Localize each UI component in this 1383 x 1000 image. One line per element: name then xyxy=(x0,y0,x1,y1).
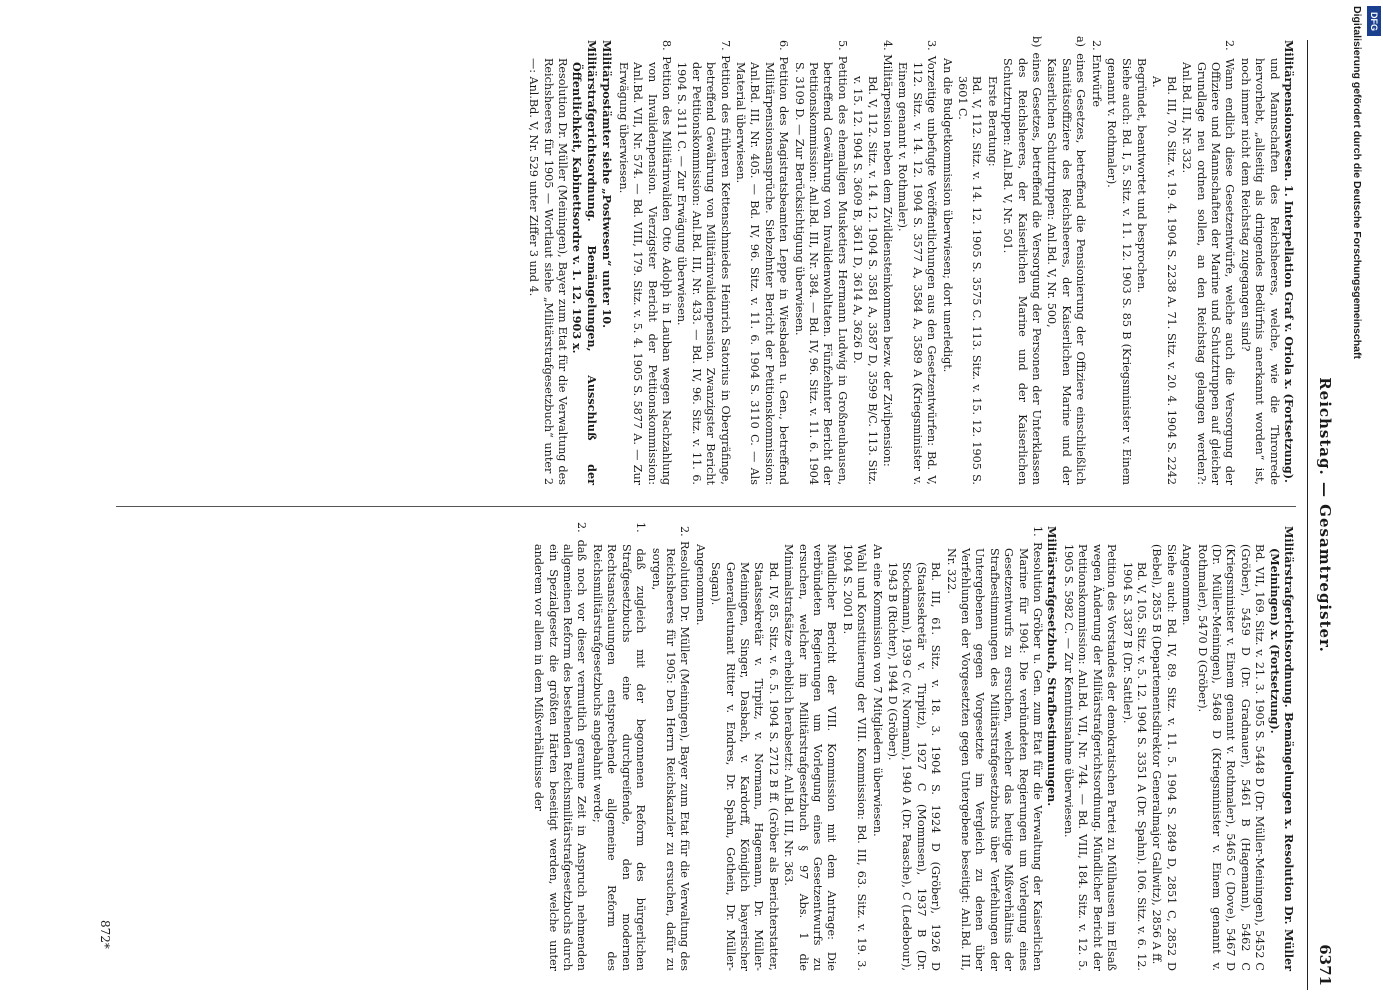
entry-reference: Bd. III, 61. Sitz. v. 18. 3. 1904 S. 1924 D (Gröber), 1926 D (Staatssekretär v. Tirpitz), 1927 C (Mommsen), 1937 B (Dr. Stockmann), 1939 C (v. Normann), 1940 A (Dr. Paasche), C (Ledebour), 1943 B (Richter), 1944 D (Gröber). xyxy=(886,562,943,971)
entry-paragraph: 8. Petition des Militärinvaliden Otto Adolph in Lauban wegen Nachzahlung von Invalidenpension. Vierzigster Bericht der Petitionskommission: Anl.Bd. VII, Nr. 574. — Bd. VIII, 179. Sitz. v. 5. 4. 1905 S. 5877 A. — Zur Erwägung überwiesen. xyxy=(616,40,673,485)
entry-see-also: Siehe auch: Bd. IV, 89. Sitz. v. 11. 5. 1904 S. 2849 D, 2851 C, 2852 D (Bebel), 2855 B (Departementsdirektor Generalmajor Gallwitz), 2856 A ff. xyxy=(1150,544,1178,971)
entry-paragraph: 6. Petition des Magistratsbeamten Leppe in Wiesbaden u. Gen., betreffend Militärpensionsansprüche. Siebzehnter Bericht der Petitionskommission: Anl.Bd. III, Nr. 405. — Bd. IV, 96. Sitz. v. 11. 6. 1904 S. 3110 C. — Als Material überwiesen. xyxy=(733,40,791,485)
entry-subheading: 2. Entwürfe xyxy=(1089,40,1103,107)
left-column xyxy=(525,36,1296,485)
entry-note: Angenommen. xyxy=(1180,544,1194,626)
entry-reference: Bd. V, 112. Sitz. v. 14. 12. 1905 S. 3575 C. 113. Sitz. v. 15. 12. 1905 S. 3601 C. xyxy=(956,76,984,485)
entry-heading: Militärpostämter siehe „Postwesen“ unter 10. xyxy=(600,40,615,329)
entry-paragraph: 1. daß zugleich mit der begonnenen Reform des bürgerlichen Strafgesetzbuchs eine durchgreifende, den modernen Rechtsanschauungen entsprechende allgemeine Reform des Reichsmilitärstrafgesetzbuchs angebahnt werde; xyxy=(590,522,648,971)
page-number: 6371 xyxy=(1316,944,1334,986)
entry-note: Angenommen. xyxy=(693,544,707,626)
entry-heading: Militärstrafgerichtsordnung. Bemängelungen, Ausschluß der Öffentlichkeit, Kabinettsordre v. 1. 12. 1903 x. xyxy=(570,40,599,485)
entry-paragraph: 5. Petition des ehemaligen Musketiers Hermann Ludwig in Großneuhausen, betreffend Gewährung von Invalidenwohltaten. Fünfzehnter Bericht der Petitionskommission: Anl.Bd. III, Nr. 384. — Bd. IV, 96. Sitz. v. 11. 6. 1904 S. 3109 D. — Zur Berücksichtigung überwiesen. xyxy=(792,40,849,485)
entry-paragraph: 1. Resolution Gröber u. Gen. zum Etat für die Verwaltung der Kaiserlichen Marine für 1904: Die verbündeten Regierungen um Vorlegung eines Gesetzentwurfs zu ersuchen, welcher das heutige Mißverhältnis der Strafbestimmungen des Militärstrafgesetzbuchs über Verfehlungen der Untergebenen gegen Vorgesetzte im Vergleich zu denen über Verfehlungen der Vorgesetzten gegen Untergebene beseitigt: Anl.Bd. III, Nr. 322. xyxy=(944,526,1045,971)
entry-reference: Bd. III, 70. Sitz. v. 19. 4. 1904 S. 2238 A. 71. Sitz. v. 20. 4. 1904 S. 2242 A. xyxy=(1150,76,1178,485)
entry-note: An eine Kommission von 7 Mitgliedern überwiesen. xyxy=(870,544,884,837)
entry-heading: Militärpensionswesen. 1. Interpellation Graf v. Oriola x. (Fortsetzung). xyxy=(1282,40,1296,483)
entry-note: Wahl und Konstituierung der VIII. Kommission: Bd. III, 63. Sitz. v. 19. 3. 1904 S. 2001 B. xyxy=(840,544,869,971)
entry-paragraph: 2. Resolution Dr. Müller (Meiningen), Bayer zum Etat für die Verwaltung des Reichsheeres für 1905: Den Herrn Reichskanzler zu ersuchen, dafür zu sorgen, xyxy=(649,526,692,971)
entry-heading: Militärstrafgerichtsordnung. Bemängelungen x. Resolution Dr. Müller (Meiningen) x. (Fortsetzung). xyxy=(1267,526,1296,971)
signature-mark: 872* xyxy=(98,920,112,949)
entry-reference: Bd. V, 105. Sitz. v. 5. 12. 1904 S. 3351 A (Dr. Spahn). 106. Sitz. v. 6. 12. 1904 S. 3387 B (Dr. Sattler). xyxy=(1120,562,1148,971)
page-header xyxy=(1307,40,1340,990)
entry-paragraph: 7. Petition des früheren Kettenschmiedes Heinrich Satorius in Obergräfinge, betreffend Gewährung von Militärinvalidenpension. Zwanzigster Bericht der Petitionskommission: Anl.Bd. III, Nr. 433. — Bd. IV, 96. Sitz. v. 11. 6. 1904 S. 3111 C. — Zur Erwägung überwiesen. xyxy=(675,40,732,485)
entry-paragraph: und Mannschaften des Reichsheeres, welche, wie die Thronrede hervorhebt, „allseitig als dringendes Bedürfnis anerkannt worden“ ist, noch immer nicht dem Reichstag zugegangen sind? xyxy=(1238,58,1281,485)
entry-note: An die Budgetkommission überwiesen; dort unerledigt. xyxy=(940,58,954,373)
entry-paragraph: 2. daß noch vor dieser vermutlich geraume Zeit in Anspruch nehmenden allgemeinen Reform des bestehenden Reichsmilitärstrafgesetzbuchs durch ein Spezialgesetz die größten Härten beseitigt werden, welche unter anderem vor allem in dem Mißverhältnisse der xyxy=(532,522,589,971)
entry-paragraph: 2. Wann endlich diese Gesetzentwürfe, welche auch die Versorgung der Offiziere und Mannschaften der Marine und Schutztruppen auf gleicher Grundlage neu ordnen sollen, an den Reichstag gelangen werden?: Anl.Bd. III, Nr. 332. xyxy=(1180,40,1237,485)
entry-paragraph: a) eines Gesetzes, betreffend die Pensionierung der Offiziere einschließlich Sanitätsoffiziere des Reichsheeres, der Kaiserlichen Marine und der Kaiserlichen Schutztruppen: Anl.Bd. V, Nr. 500, xyxy=(1045,36,1088,485)
entry-see-also: Siehe auch: Bd. I, 5. Sitz. v. 11. 12. 1903 S. 85 B (Kriegsminister v. Einem genannt v. Rothmaler). xyxy=(1105,58,1133,485)
right-column xyxy=(530,522,1296,971)
entry-paragraph: Mündlicher Bericht der VIII. Kommission mit dem Antrage: Die verbündeten Regierungen um Vorlegung eines Gesetzentwurfs zu ersuchen, welcher im Militärstrafgesetzbuch § 97 Abs. 1 die Minimalstrafsätze erheblich herabsetzt: Anl.Bd. III, Nr. 363. xyxy=(782,544,839,971)
entry-note: Erste Beratung: xyxy=(985,76,999,167)
digitization-note: Digitalisierung gefördert durch die Deutsche Forschungsgemeinschaft xyxy=(1351,6,1363,359)
dfg-logo: DFG xyxy=(1367,6,1381,36)
rotated-page xyxy=(60,36,1340,990)
entry-paragraph: Petition des Vorstandes der demokratischen Partei zu Mülhausen im Elsaß wegen Änderung der Militärstrafgerichtsordnung. Mündlicher Bericht der Petitionskommission: Anl.Bd. VII, Nr. 744. — Bd. VIII, 184. Sitz. v. 12. 5. 1905 S. 5982 C. — Zur Kenntnisnahme überwiesen. xyxy=(1061,544,1119,971)
entry-reference: Bd. IV, 85. Sitz. v. 6. 5. 1904 S. 2712 B ff. (Gröber als Berichterstatter, Staatssekretär v. Tirpitz, v. Normann, Hagemann, Dr. Müller-Meiningen, Singer, Dasbach, v. Kardorff, Königlich bayerischer Generalleutnant Ritter v. Endres, Dr. Spahn, Gothein, Dr. Müller-Sagan). xyxy=(709,562,780,971)
entry-note: Begründet, beantwortet und besprochen. xyxy=(1134,58,1148,293)
entry-reference: Bd. V, 112. Sitz. v. 14. 12. 1904 S. 3581 A, 3587 D, 3599 B/C. 113. Sitz. v. 15. 12. 1904 S. 3609 B, 3611 D, 3614 A, 3626 D. xyxy=(851,76,879,485)
header-title: Reichstag. — Gesamtregister. xyxy=(1316,377,1334,653)
entry-heading: Militärstrafgesetzbuch, Strafbestimmungen. xyxy=(1045,526,1060,807)
entry-paragraph: 3. Vorzeitige unbefugte Veröffentlichungen aus den Gesetzentwürfen: Bd. V, 112. Sitz. v. 14. 12. 1904 S. 3577 A, 3584 A, 3589 A (Kriegsminister v. Einem genannt v. Rothmaler). xyxy=(896,40,939,485)
entry-paragraph: 4. Militärpension neben dem Zivildiensteinkommen bezw. der Zivilpension: xyxy=(881,40,895,467)
entry-paragraph: b) eines Gesetzes, betreffend die Versorgung der Personen der Unterklassen des Reichsheeres, der Kaiserlichen Marine und der Kaiserlichen Schutztruppen: Anl.Bd. V, Nr. 501. xyxy=(1001,36,1044,485)
entry-paragraph: Resolution Dr. Müller (Meiningen), Bayer zum Etat für die Verwaltung des Reichsheeres für 1905 — Wortlaut siehe „Militärstrafgesetzbuch“ unter 2 —: Anl.Bd. V, Nr. 529 unter Ziffer 3 und 4. xyxy=(527,58,570,485)
entry-reference: Bd. VII, 169. Sitz. v. 21. 3. 1905 S. 5448 D (Dr. Müller-Meiningen), 5452 C (Gröber), 5459 D (Dr. Gradnauer), 5461 B (Hagemann), 5462 C (Kriegsminister v. Einem genannt v. Rothmaler), 5465 C (Dove), 5467 D (Dr. Müller-Meiningen), 5468 D (Kriegsminister v. Einem genannt v. Rothmaler), 5470 D (Gröber). xyxy=(1195,544,1267,971)
column-divider xyxy=(116,506,1296,507)
